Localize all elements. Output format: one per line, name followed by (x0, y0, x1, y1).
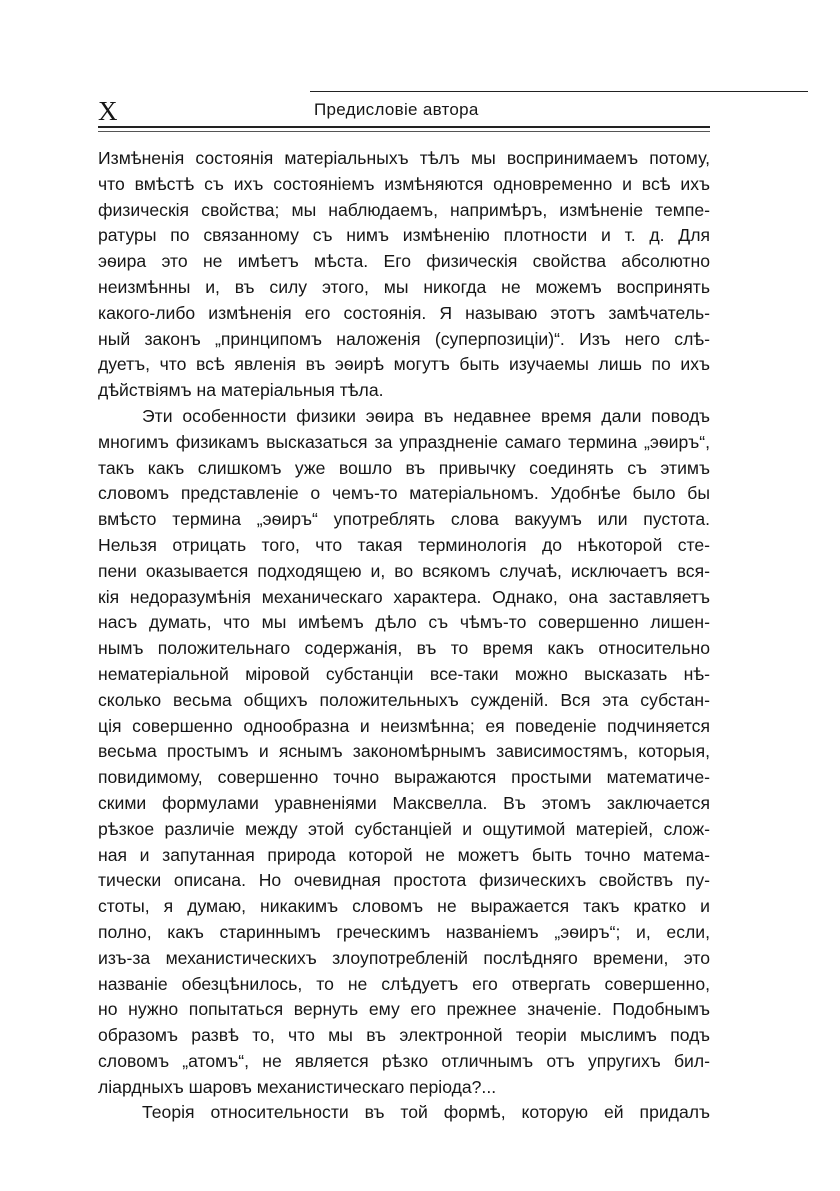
text-line: кія недоразумѣнія механическаго характера. Однако, она заставляетъ (98, 586, 710, 607)
text-line: Эти особенности физики эѳира въ недавнее время дали поводъ (142, 405, 710, 426)
text-line: что вмѣстѣ съ ихъ состояніемъ измѣняются одновременно и всѣ ихъ (98, 173, 710, 194)
text-line: ліардныхъ шаровъ механистическаго періода?... (98, 1076, 497, 1097)
running-title: Предисловіе автора (314, 100, 479, 119)
body-text (98, 146, 710, 1126)
text-line: Нельзя отрицать того, что такая терминологія до нѣкоторой сте- (98, 534, 710, 555)
text-line: сколько весьма общихъ положительныхъ сужденій. Вся эта субстан- (98, 689, 710, 710)
text-line: стоты, я думаю, никакимъ словомъ не выражается такъ кратко и (98, 896, 710, 917)
text-line: скими формулами уравненіями Максвелла. Въ этомъ заключается (98, 792, 710, 813)
page-number: X (98, 96, 119, 126)
text-line: рѣзкое различіе между этой субстанціей и ощутимой матеріей, слож- (98, 818, 710, 839)
text-line: но нужно попытаться вернуть ему его прежнее значеніе. Подобнымъ (98, 999, 710, 1020)
header-rule (98, 126, 710, 132)
text-line: дуетъ, что всѣ явленія въ эѳирѣ могутъ быть изучаемы лишь по ихъ (98, 354, 710, 375)
text-line: ція совершенно однообразна и неизмѣнна; ея поведеніе подчиняется (98, 715, 710, 736)
text-line: пени оказывается подходящею и, во всякомъ случаѣ, исключаетъ вся- (98, 560, 710, 581)
text-line: названіе обезцѣнилось, то не слѣдуетъ его отвергать совершенно, (98, 973, 710, 994)
text-line: ратуры по связанному съ нимъ измѣненію плотности и т. д. Для (98, 225, 710, 246)
text-line: полно, какъ стариннымъ греческимъ названіемъ „эѳиръ“; и, если, (98, 921, 710, 942)
text-line: Измѣненія состоянія матеріальныхъ тѣлъ мы воспринимаемъ потому, (98, 148, 710, 168)
text-line: многимъ физикамъ высказаться за упраздненіе самаго термина „эѳиръ“, (98, 431, 710, 452)
text-line: изъ-за механистическихъ злоупотребленій послѣдняго времени, это (98, 947, 710, 968)
text-line: эѳира это не имѣетъ мѣста. Его физическія свойства абсолютно (98, 251, 710, 272)
text-line: ный законъ „принципомъ наложенія (суперпозиціи)“. Изъ него слѣ- (98, 328, 710, 349)
header-top-rule (310, 91, 808, 92)
page-header (98, 88, 710, 138)
text-line: нематеріальной міровой субстанціи все-таки можно высказать нѣ- (98, 663, 710, 684)
text-line: вмѣсто термина „эѳиръ“ употреблять слова вакуумъ или пустота. (98, 509, 710, 530)
text-line: словомъ представленіе о чемъ-то матеріальномъ. Удобнѣе было бы (98, 483, 710, 504)
text-line: Теорія относительности въ той формѣ, которую ей придалъ (142, 1102, 710, 1123)
text-line: весьма простымъ и яснымъ закономѣрнымъ зависимостямъ, которыя, (98, 741, 710, 762)
text-line: неизмѣнны и, въ силу этого, мы никогда не можемъ воспринять (98, 276, 710, 297)
text-line: нымъ положительнаго содержанія, въ то время какъ относительно (98, 638, 710, 659)
text-line: повидимому, совершенно точно выражаются простыми математиче- (98, 767, 710, 788)
text-line: насъ думать, что мы имѣемъ дѣло съ чѣмъ-то совершенно лишен- (98, 612, 710, 633)
text-line: словомъ „атомъ“, не является рѣзко отличнымъ отъ упругихъ бил- (98, 1050, 710, 1071)
text-line: ная и запутанная природа которой не можетъ быть точно матема- (98, 844, 710, 865)
text-line: физическія свойства; мы наблюдаемъ, напримѣръ, измѣненіе темпе- (98, 199, 710, 220)
text-line: тически описана. Но очевидная простота физическихъ свойствъ пу- (98, 870, 710, 891)
text-line: какого-либо измѣненія его состоянія. Я называю этотъ замѣчатель- (98, 302, 710, 323)
text-line: образомъ развѣ то, что мы въ электронной теоріи мыслимъ подъ (98, 1025, 710, 1046)
text-line: такъ какъ слишкомъ уже вошло въ привычку соединять съ этимъ (98, 457, 710, 478)
text-line: дѣйствіямъ на матеріальныя тѣла. (98, 380, 384, 401)
